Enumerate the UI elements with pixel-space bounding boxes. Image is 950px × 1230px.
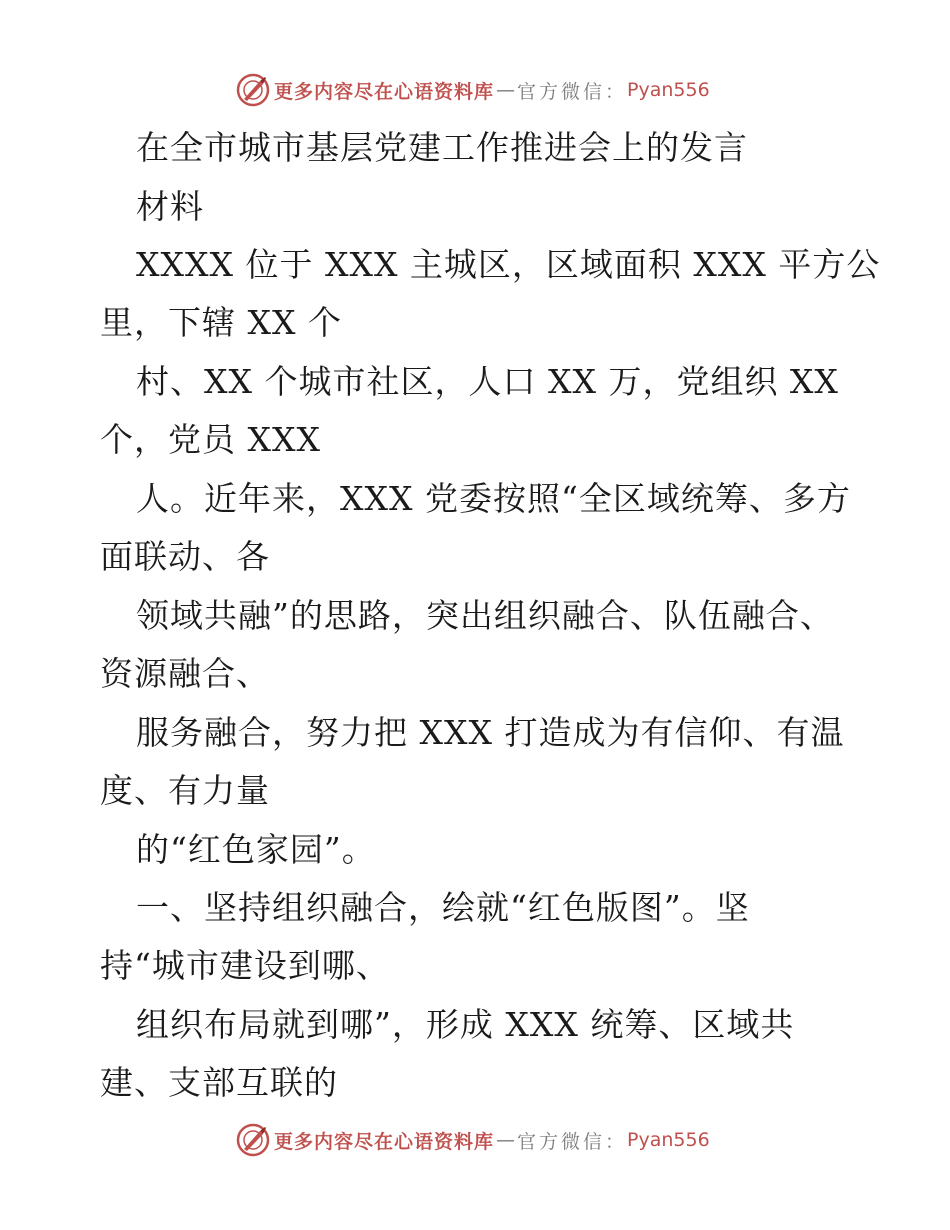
text-line: 服务融合，努力把 XXX 打造成为有信仰、有温 (136, 713, 845, 752)
section-heading-line: 一、坚持组织融合，绘就“红色版图”。坚 (136, 888, 750, 927)
text-line: 村、XX 个城市社区，人口 XX 万，党组织 XX (136, 362, 839, 401)
text-line: 领域共融”的思路，突出组织融合、队伍融合、 (136, 596, 834, 635)
text-line: 建、支部互联的 (100, 1063, 338, 1102)
text-line: XXXX 位于 XXX 主城区，区域面积 XXX 平方公 (136, 245, 881, 284)
footer-dash: — (496, 1129, 516, 1151)
text-line: 面联动、各 (100, 537, 270, 576)
text-line: 度、有力量 (100, 771, 270, 810)
text-line: 持“城市建设到哪、 (100, 946, 390, 985)
header-wechat-id: Pyan556 (627, 79, 710, 101)
footer-brand-text: 更多内容尽在心语资料库 (274, 1130, 495, 1153)
text-line: 的“红色家园”。 (136, 830, 376, 869)
footer-wechat-label: 官方微信： (517, 1130, 628, 1153)
text-line: 资源融合、 (100, 654, 270, 693)
text-line: 人。近年来，XXX 党委按照“全区域统筹、多方 (136, 479, 851, 518)
quill-seal-logo-icon (236, 73, 270, 107)
footer-watermark (236, 1122, 710, 1158)
text-line: 个，党员 XXX (100, 420, 321, 459)
text-line: 里，下辖 XX 个 (100, 303, 342, 342)
text-line: 组织布局就到哪”，形成 XXX 统筹、区域共 (136, 1005, 795, 1044)
document-title-line-1: 在全市城市基层党建工作推进会上的发言 (136, 128, 748, 167)
header-wechat-label: 官方微信： (517, 80, 628, 103)
footer-wechat-id: Pyan556 (627, 1129, 710, 1151)
header-brand-text: 更多内容尽在心语资料库 (274, 80, 495, 103)
document-title-line-2: 材料 (136, 187, 204, 226)
header-watermark (236, 72, 710, 108)
quill-seal-logo-icon (236, 1123, 270, 1157)
header-dash: — (496, 79, 516, 101)
